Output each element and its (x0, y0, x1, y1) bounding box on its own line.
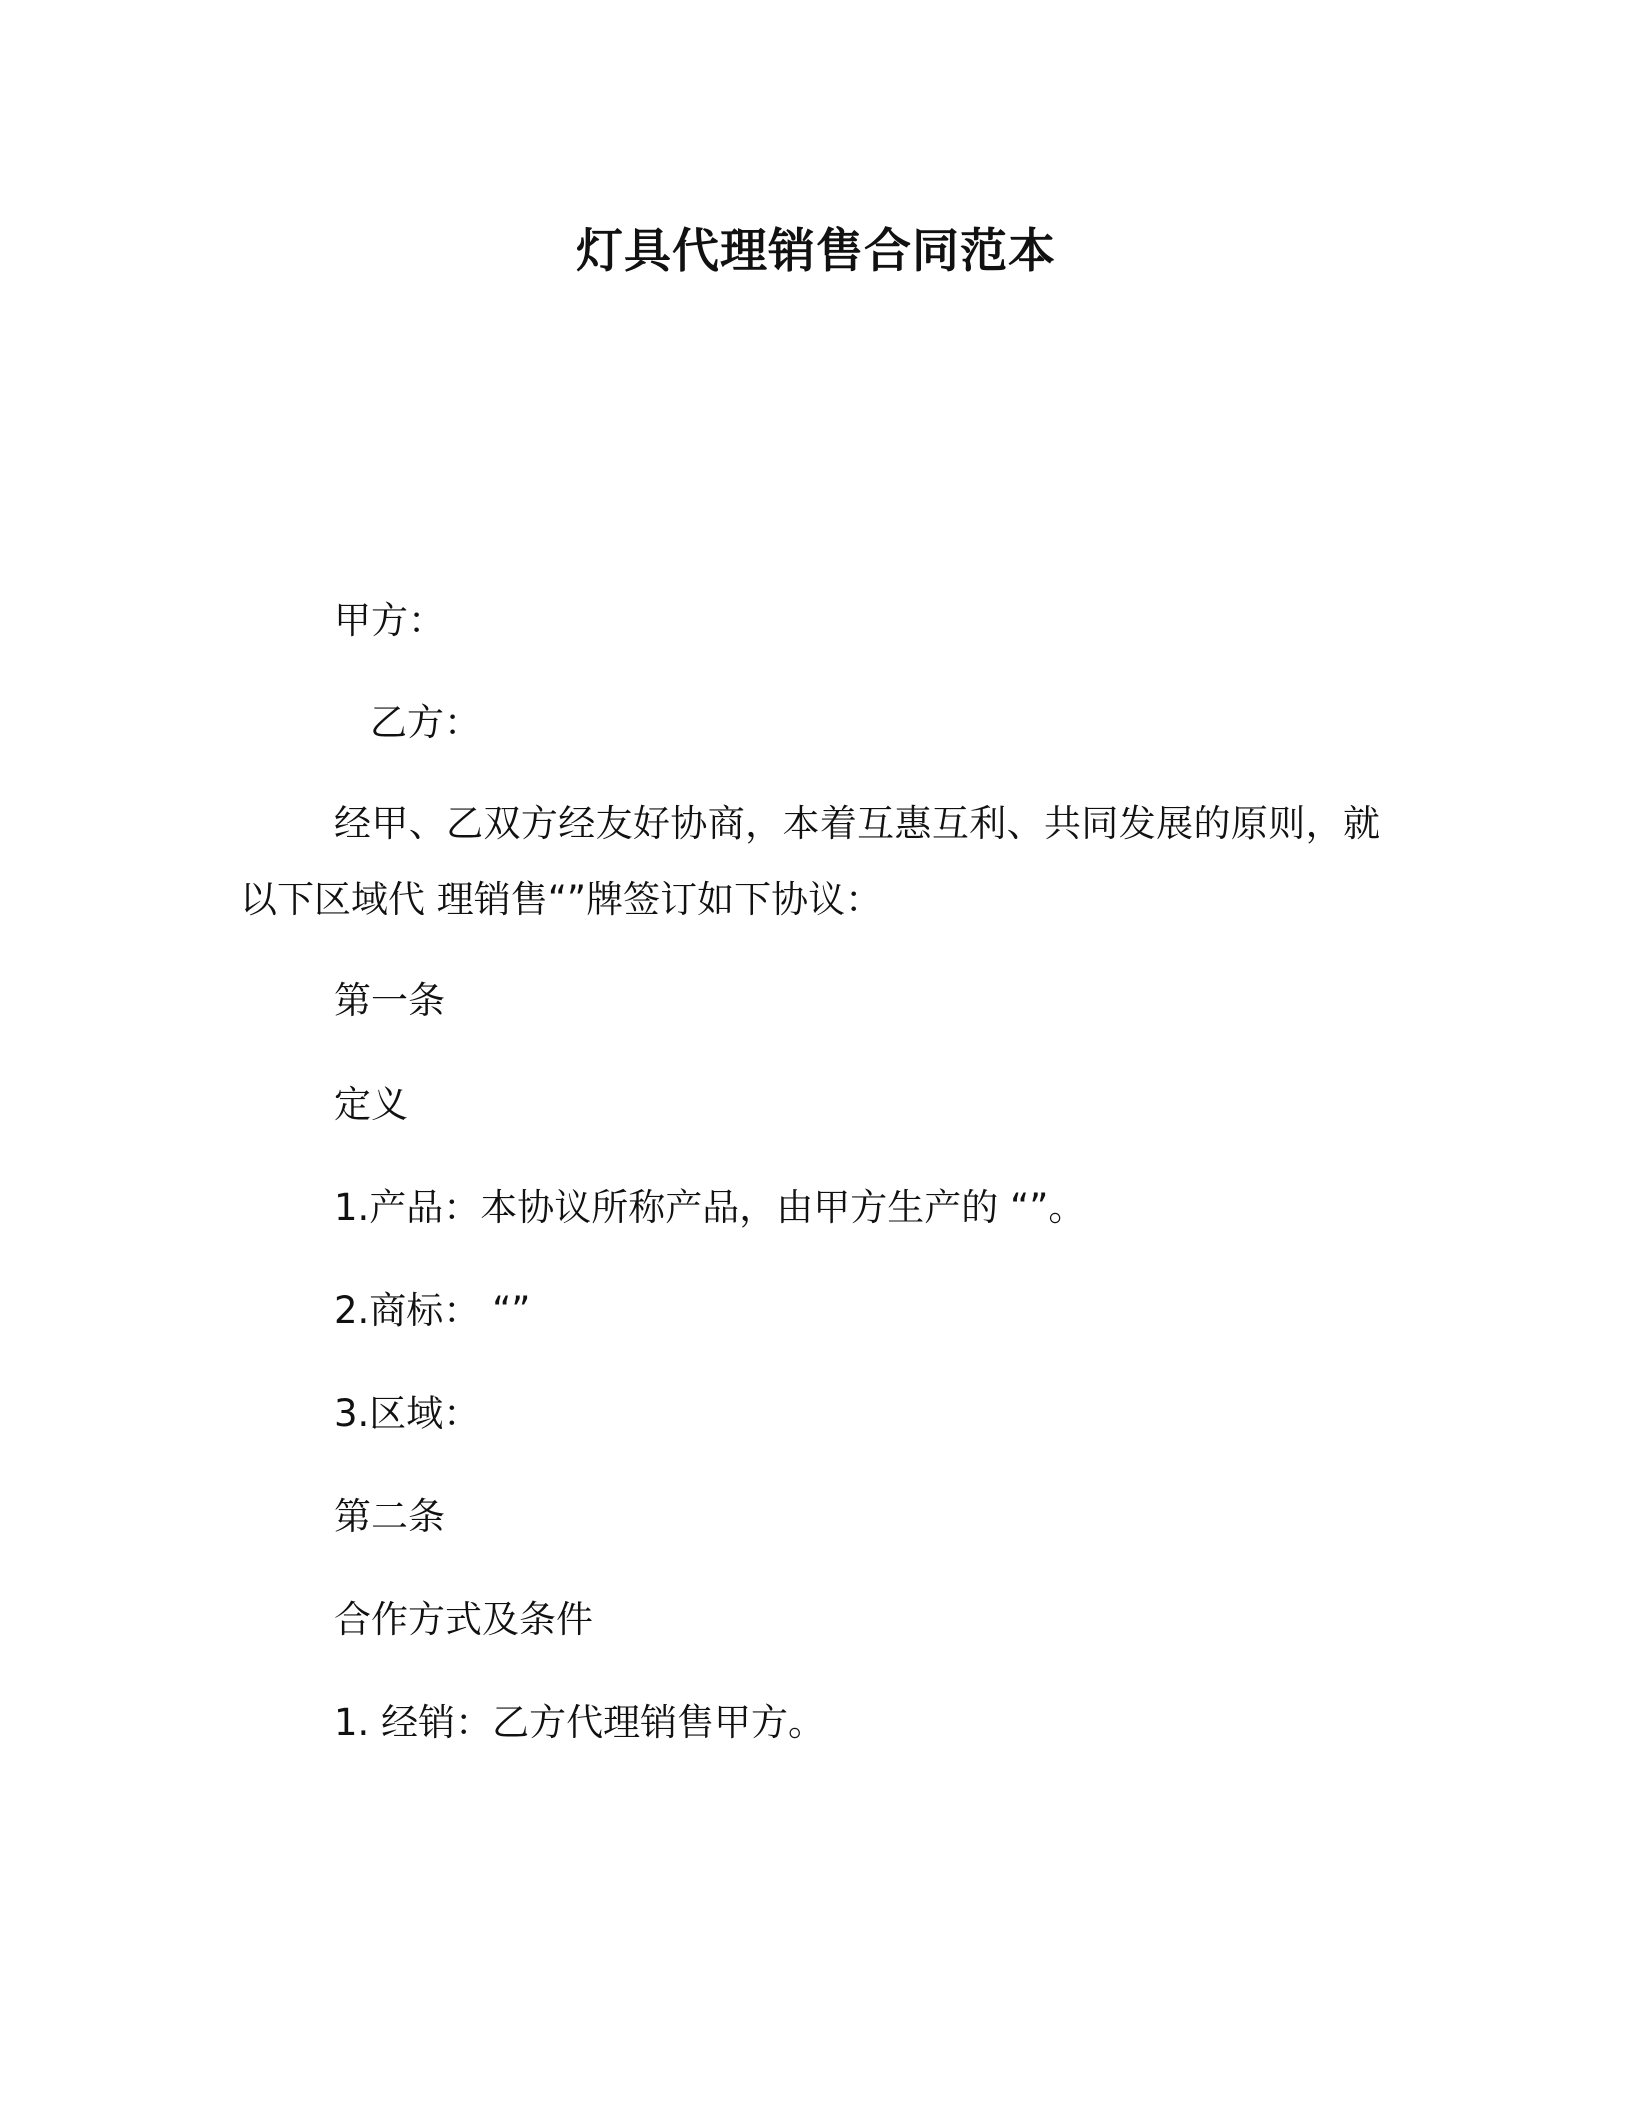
document-title: 灯具代理销售合同范本 (576, 224, 1056, 279)
party-b-label: 乙方： (370, 701, 481, 744)
article-2-item-1: 1. 经销：乙方代理销售甲方。 (334, 1701, 826, 1744)
intro-paragraph: 经甲、乙双方经友好协商，本着互惠互利、共同发展的原则，就以下区域代 理销售“”牌签订如下协议： (240, 802, 1380, 921)
article-1-heading: 第一条 (334, 979, 445, 1022)
article-1-item-3: 3.区域： (334, 1392, 481, 1435)
party-a-label: 甲方： (334, 599, 445, 642)
article-1-item-2: 2.商标： “” (334, 1289, 531, 1332)
article-1-item-1: 1.产品：本协议所称产品，由甲方生产的 “”。 (334, 1186, 1086, 1229)
article-1-title: 定义 (334, 1083, 408, 1126)
article-2-title: 合作方式及条件 (334, 1598, 593, 1641)
article-2-heading: 第二条 (334, 1495, 445, 1538)
